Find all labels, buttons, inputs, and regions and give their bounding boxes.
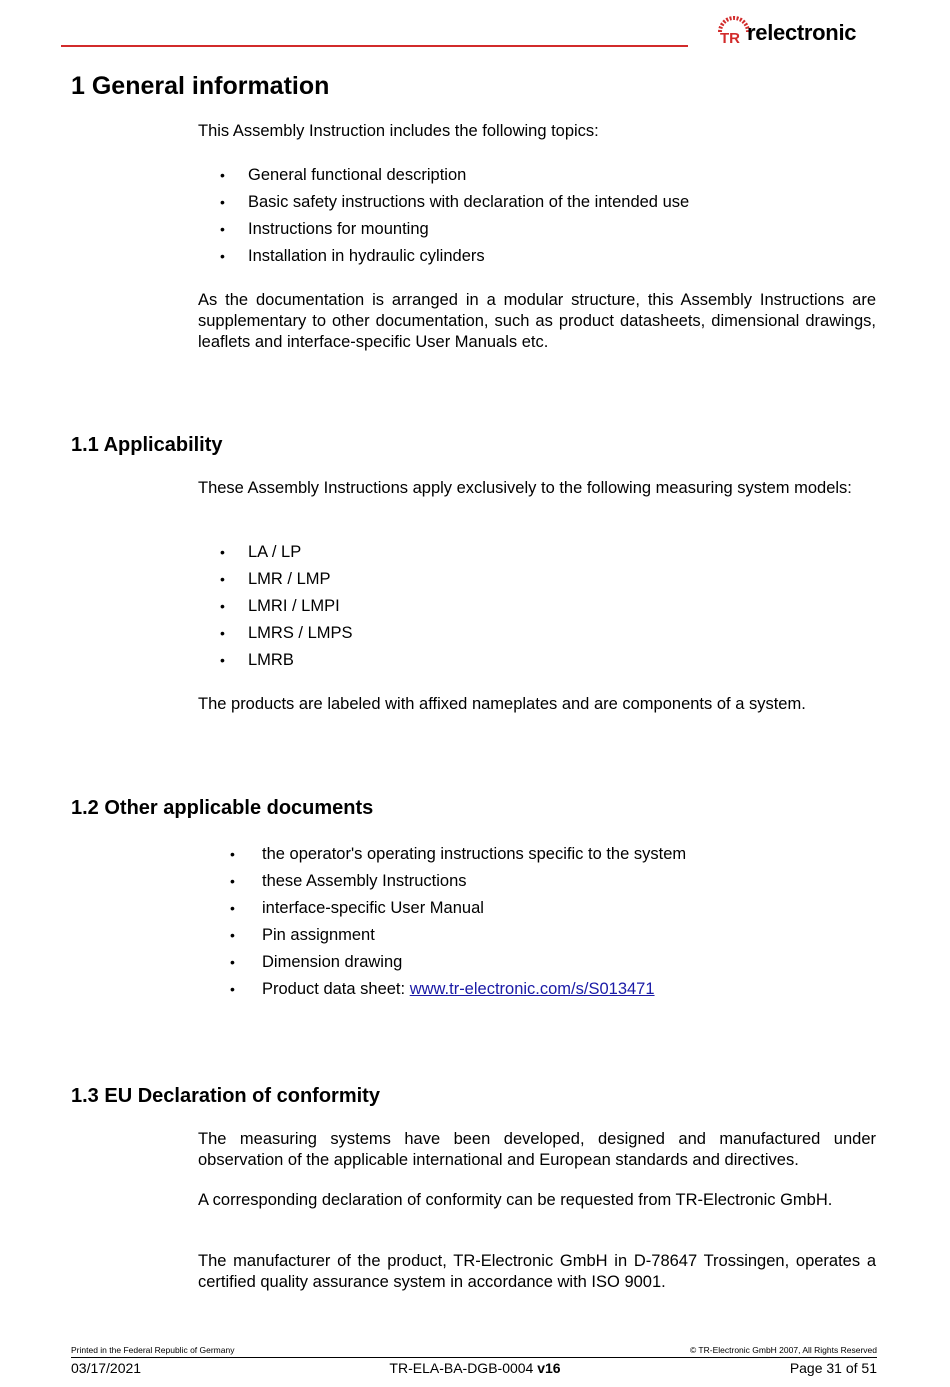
eu-paragraph-3: The manufacturer of the product, TR-Electronic GmbH in D-78647 Trossingen, operates a certified quality assurance system in accordance with ISO 9001. xyxy=(198,1252,876,1291)
section-heading-eu-declaration: 1.3 EU Declaration of conformity xyxy=(71,1085,380,1107)
eu-paragraph-1: The measuring systems have been developed, designed and manufactured under observation of the applicable international and European standards and directives. xyxy=(198,1130,876,1169)
doc-id: TR-ELA-BA-DGB-0004 xyxy=(389,1360,538,1376)
bullet-icon: • xyxy=(230,954,235,970)
general-note: As the documentation is arranged in a modular structure, this Assembly Instructions are supplementary to other documentation, such as product datasheets, dimensional drawings, leaflets and interface-specific User Manuals etc. xyxy=(198,291,876,351)
footer-copyright: © TR-Electronic GmbH 2007, All Rights Reserved xyxy=(689,1345,877,1355)
eu-paragraph-2: A corresponding declaration of conformity can be requested from TR-Electronic GmbH. xyxy=(198,1191,833,1209)
bullet-icon: • xyxy=(220,652,225,668)
tr-electronic-logo xyxy=(717,12,877,48)
footer-page-number: Page 31 of 51 xyxy=(789,1360,877,1376)
bullet-icon: • xyxy=(230,846,235,862)
datasheet-link[interactable]: www.tr-electronic.com/s/S013471 xyxy=(409,980,655,998)
logo-mark-text: TR xyxy=(720,30,740,47)
footer-rule xyxy=(71,1357,877,1358)
bullet-icon: • xyxy=(220,544,225,560)
doc-version: v16 xyxy=(537,1360,561,1376)
footer-printed-note: Printed in the Federal Republic of Germany xyxy=(71,1345,235,1355)
section-heading-general: 1 General information xyxy=(71,72,330,100)
bullet-icon: • xyxy=(220,571,225,587)
bullet-icon: • xyxy=(220,221,225,237)
bullet-icon: • xyxy=(220,625,225,641)
bullet-icon: • xyxy=(220,248,225,264)
footer-date: 03/17/2021 xyxy=(71,1360,142,1376)
logo-text: relectronic xyxy=(747,20,857,45)
bullet-icon: • xyxy=(230,900,235,916)
header-rule xyxy=(61,45,688,47)
tr-logo-mark-icon xyxy=(717,12,751,48)
bullet-icon: • xyxy=(220,167,225,183)
section-heading-applicability: 1.1 Applicability xyxy=(71,434,223,456)
bullet-icon: • xyxy=(230,873,235,889)
section-heading-other-documents: 1.2 Other applicable documents xyxy=(71,797,374,819)
applicability-note: The products are labeled with affixed nameplates and are components of a system. xyxy=(198,695,806,713)
bullet-icon: • xyxy=(230,981,235,997)
bullet-icon: • xyxy=(230,927,235,943)
bullet-icon: • xyxy=(220,194,225,210)
applicability-intro: These Assembly Instructions apply exclusively to the following measuring system models: xyxy=(198,479,852,497)
bullet-icon: • xyxy=(220,598,225,614)
general-intro: This Assembly Instruction includes the following topics: xyxy=(198,122,599,140)
datasheet-label: Product data sheet: xyxy=(262,980,410,998)
